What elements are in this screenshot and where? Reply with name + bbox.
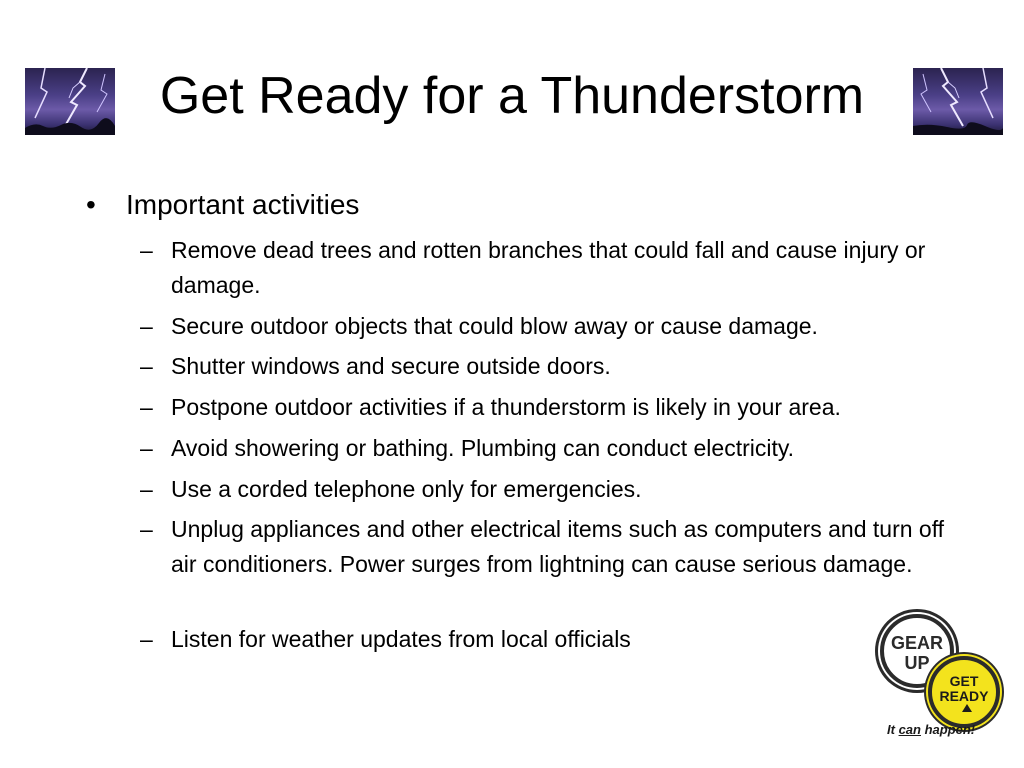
gear-up-line2: UP: [904, 653, 930, 673]
get-ready-badge: [928, 656, 1000, 728]
sub-bullet-marker: –: [140, 435, 153, 461]
sub-bullet-marker: –: [140, 353, 153, 379]
sub-bullet-marker: –: [140, 476, 153, 502]
sub-bullet-marker: –: [140, 394, 153, 420]
sub-bullet-text: Avoid showering or bathing. Plumbing can conduct electricity.: [171, 435, 795, 461]
bullet-marker: •: [86, 189, 96, 220]
sub-bullet-text: Secure outdoor objects that could blow away or cause damage.: [171, 313, 818, 339]
sub-bullet-text: Shutter windows and secure outside doors.: [171, 353, 611, 379]
get-ready-line1: GET: [949, 673, 979, 689]
logo-tagline: [887, 722, 975, 737]
sub-bullet-text: Unplug appliances and other electrical items such as computers and turn off air conditioners. Power surges from lightning can cause serious damage.: [171, 516, 945, 577]
gear-up-get-ready-logo: [870, 608, 1010, 743]
sub-bullet-marker: –: [140, 626, 153, 652]
sub-bullet-text: Postpone outdoor activities if a thunderstorm is likely in your area.: [171, 394, 841, 420]
sub-bullet-text: Listen for weather updates from local officials: [171, 626, 631, 652]
slide-title: Get Ready for a Thunderstorm: [159, 67, 865, 125]
sub-bullet-marker: –: [140, 237, 153, 263]
sub-bullet-text: Remove dead trees and rotten branches that could fall and cause injury or damage.: [171, 237, 926, 298]
bullet-text: Important activities: [126, 189, 360, 220]
warning-triangle-icon: [962, 704, 972, 712]
sub-bullet-marker: –: [140, 516, 153, 542]
tagline-start: It: [887, 722, 899, 737]
sub-bullet-text: Use a corded telephone only for emergencies.: [171, 476, 642, 502]
tagline-end: happen!: [920, 722, 976, 737]
tagline-emphasis: can: [898, 722, 921, 737]
get-ready-line2: READY: [939, 688, 989, 704]
sub-bullet-marker: –: [140, 313, 153, 339]
gear-up-line1: GEAR: [890, 633, 943, 653]
